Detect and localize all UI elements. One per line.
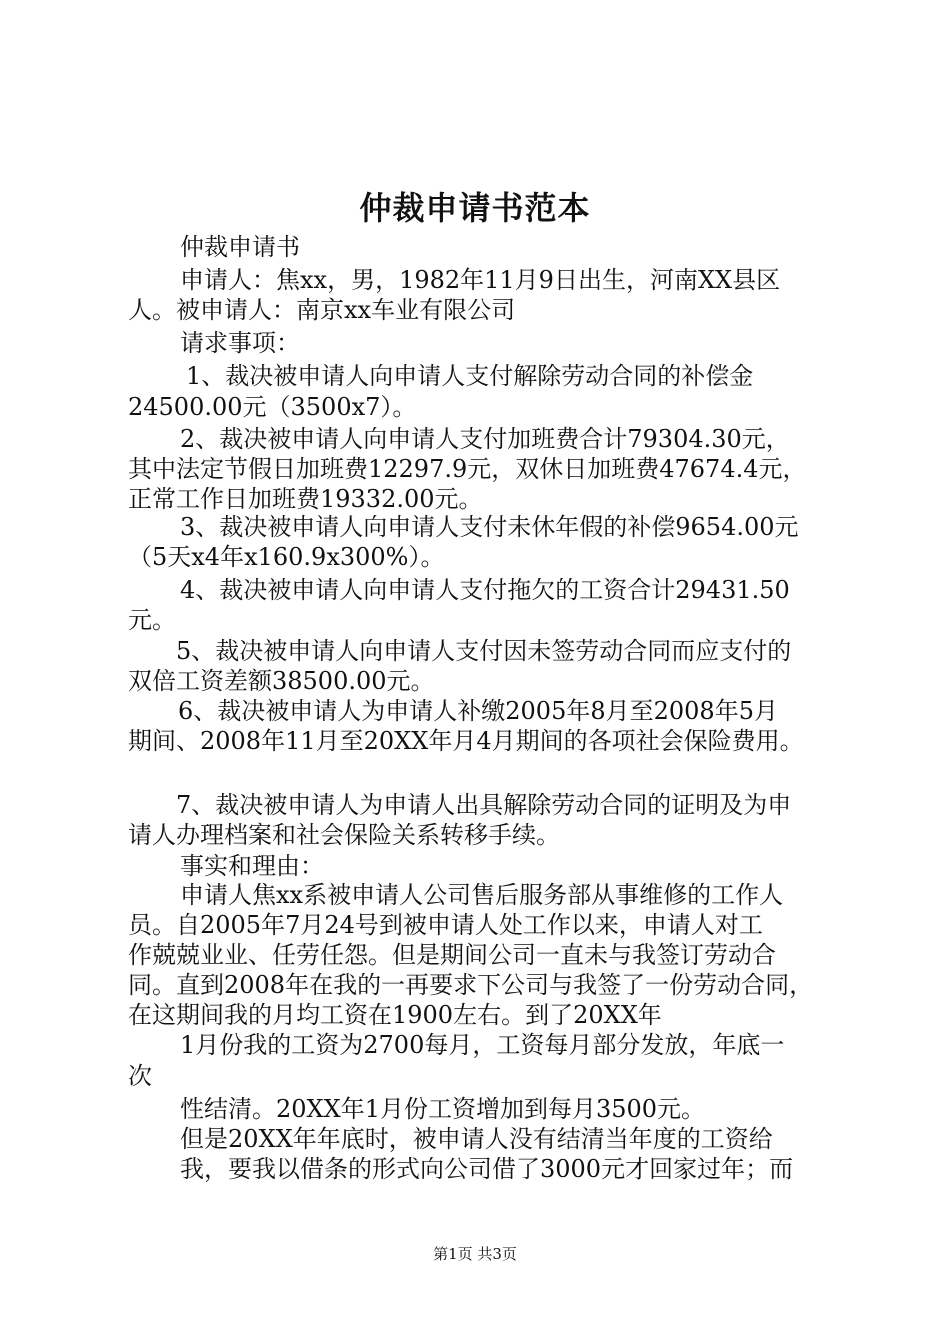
page-footer: 第1页 共3页 [433,1245,517,1263]
text-line: 请求事项： [180,329,300,357]
text-line: 人。被申请人：南京xx车业有限公司 [128,296,516,324]
text-line: 24500.00元（3500x7）。 [128,393,417,421]
text-line: 6、裁决被申请人为申请人补缴2005年8月至2008年5月 [178,697,778,725]
text-line: 其中法定节假日加班费12297.9元，双休日加班费47674.4元， [128,455,807,483]
text-line: 期间、2008年11月至20XX年月4月期间的各项社会保险费用。 [128,727,804,755]
text-line: 正常工作日加班费19332.00元。 [128,485,483,513]
text-line: 申请人焦xx系被申请人公司售后服务部从事维修的工作人 [180,881,784,909]
text-line: 同。直到2008年在我的一再要求下公司与我签了一份劳动合同， [128,971,814,999]
text-line: （5天x4年x160.9x300%）。 [128,543,445,571]
text-line: 次 [128,1062,152,1090]
text-line: 性结清。20XX年1月份工资增加到每月3500元。 [180,1095,706,1123]
text-line: 作兢兢业业、任劳任怨。但是期间公司一直未与我签订劳动合 [128,941,776,969]
text-line: 员。自2005年7月24号到被申请人处工作以来，申请人对工 [128,911,763,939]
text-line: 2、裁决被申请人向申请人支付加班费合计79304.30元， [180,425,790,453]
text-line: 元。 [128,606,176,634]
document-title: 仲裁申请书范本 [359,189,591,227]
text-line: 申请人：焦xx，男，1982年11月9日出生，河南XX县区 [180,266,781,294]
text-line: 7、裁决被申请人为申请人出具解除劳动合同的证明及为申 [176,791,792,819]
text-line: 事实和理由： [180,852,324,880]
text-line: 双倍工资差额38500.00元。 [128,667,435,695]
text-line: 1月份我的工资为2700每月，工资每月部分发放，年底一 [180,1031,785,1059]
text-line: 请人办理档案和社会保险关系转移手续。 [128,821,560,849]
text-line: 我，要我以借条的形式向公司借了3000元才回家过年；而 [180,1155,794,1183]
text-line: 但是20XX年年底时，被申请人没有结清当年度的工资给 [180,1125,773,1153]
text-line: 仲裁申请书 [180,233,300,261]
text-line: 4、裁决被申请人向申请人支付拖欠的工资合计29431.50 [180,576,790,604]
text-line: 3、裁决被申请人向申请人支付未休年假的补偿9654.00元 [180,513,799,541]
text-line: 5、裁决被申请人向申请人支付因未签劳动合同而应支付的 [176,637,792,665]
text-line: 1、裁决被申请人向申请人支付解除劳动合同的补偿金 [186,362,754,390]
text-line: 在这期间我的月均工资在1900左右。到了20XX年 [128,1001,662,1029]
